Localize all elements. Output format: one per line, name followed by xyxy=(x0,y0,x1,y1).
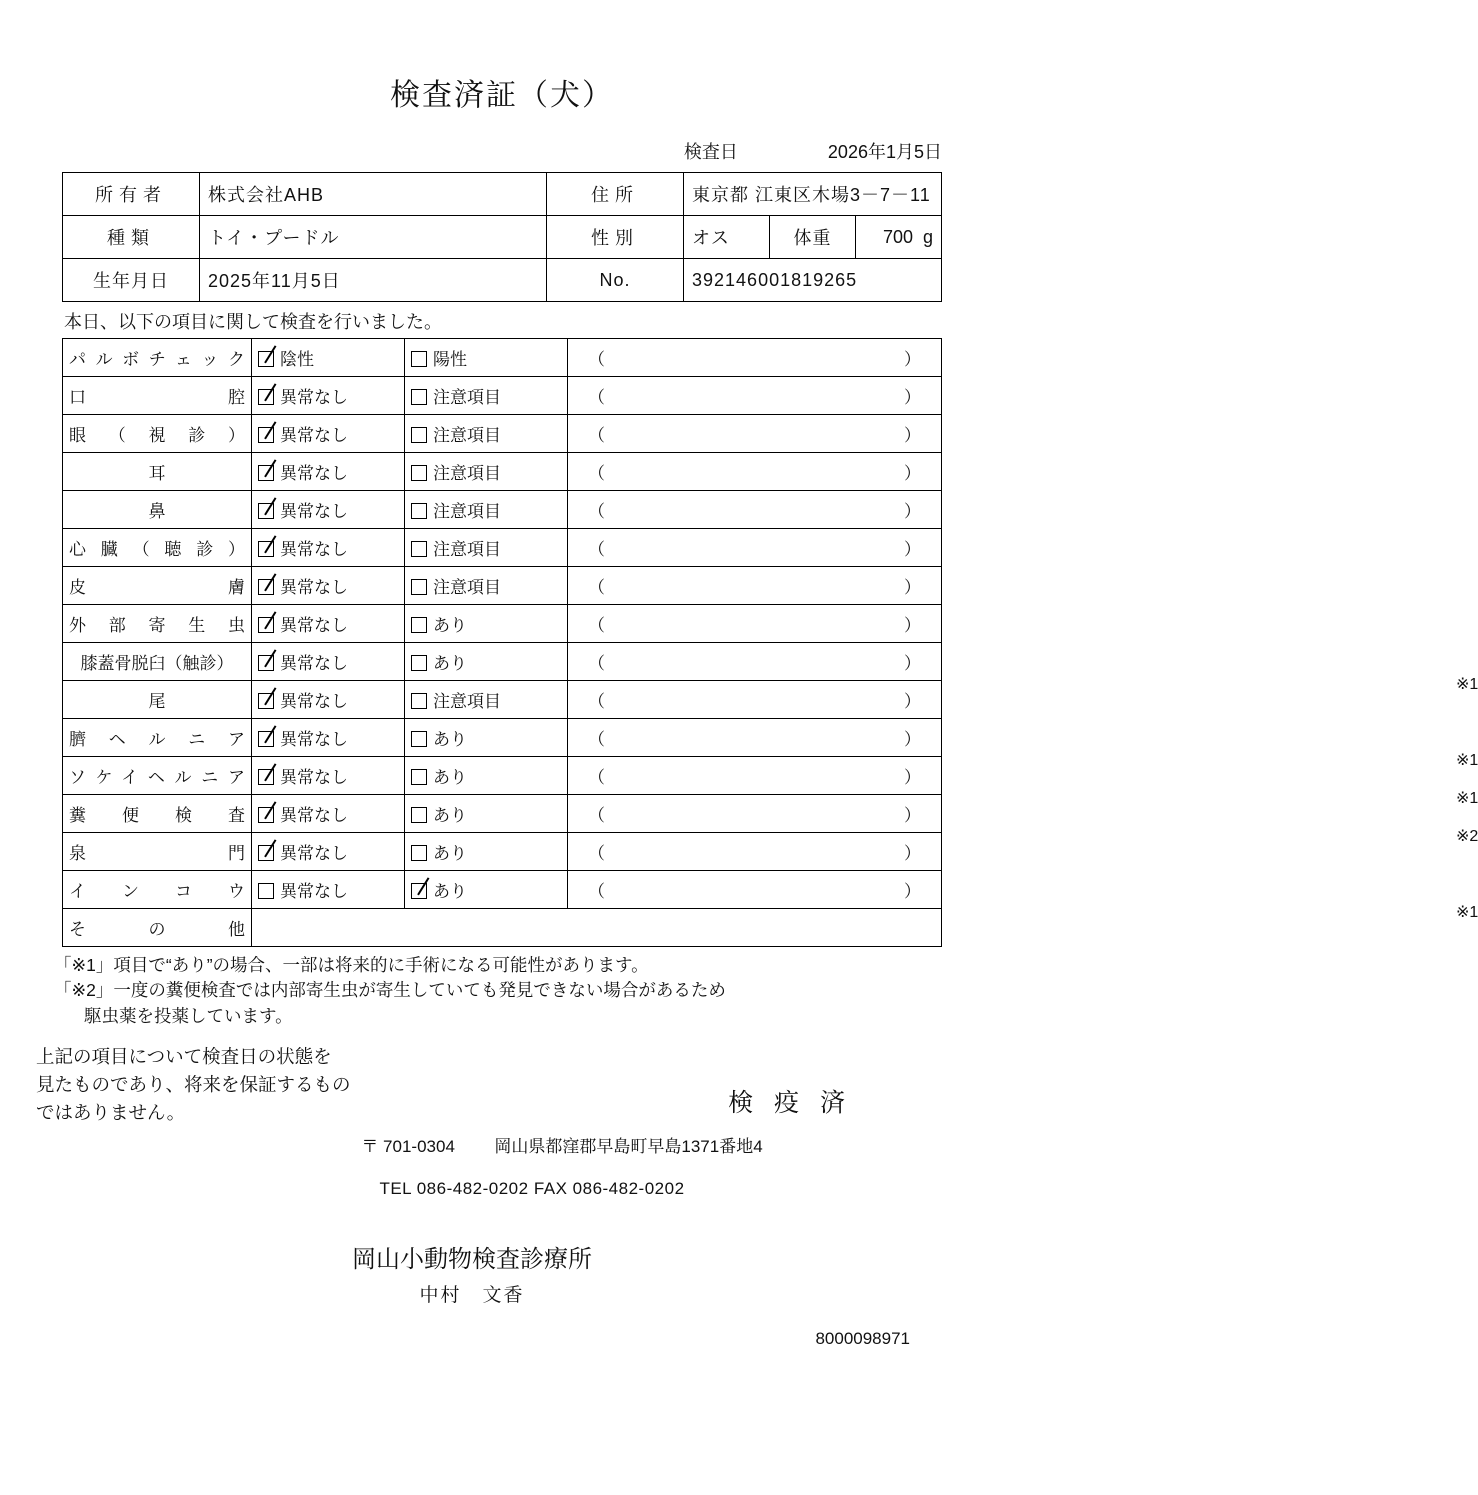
exam-item-footnote-ref: ※1 xyxy=(1456,790,1478,807)
exam-item-label: 外部寄生虫 xyxy=(63,605,252,643)
breed-value: トイ・プードル xyxy=(200,216,547,259)
owner-label: 所有者 xyxy=(63,173,200,216)
exam-item-comment-field[interactable]: （ ） xyxy=(568,605,942,643)
exam-item-option-2[interactable] xyxy=(405,833,568,871)
weight-label: 体重 xyxy=(770,216,856,259)
checkbox-icon[interactable] xyxy=(411,389,427,405)
table-row xyxy=(63,567,942,605)
info-table-wrap xyxy=(62,172,942,302)
weight-value-cell xyxy=(856,216,942,259)
exam-item-option-1[interactable] xyxy=(252,377,405,415)
exam-item-comment-field[interactable]: （ ） xyxy=(568,453,942,491)
exam-item-comment-field[interactable]: （ ） xyxy=(568,415,942,453)
quarantine-stamp: 検 疫 済 xyxy=(728,1089,852,1118)
exam-item-option-1-label: 異常なし xyxy=(280,730,348,749)
table-row xyxy=(63,719,942,757)
checkbox-icon[interactable] xyxy=(258,769,274,785)
checkbox-icon[interactable] xyxy=(411,769,427,785)
footnote-1: 「※1」項目で“あり”の場合、一部は将来的に手術になる可能性があります。 xyxy=(54,955,649,975)
exam-item-option-1-label: 異常なし xyxy=(280,882,348,901)
exam-item-option-1-label: 異常なし xyxy=(280,806,348,825)
table-row xyxy=(63,216,942,259)
exam-item-option-1-label: 異常なし xyxy=(280,654,348,673)
sex-value: オス xyxy=(684,216,770,259)
footnotes xyxy=(50,953,954,1029)
exam-item-option-2-label: 注意項目 xyxy=(433,426,501,445)
disclaimer-line-1: 上記の項目について検査日の状態を xyxy=(36,1046,332,1068)
exam-item-option-1[interactable] xyxy=(252,757,405,795)
disclaimer-line-2: 見たものであり、将来を保証するもの xyxy=(36,1073,351,1095)
checkbox-icon[interactable] xyxy=(258,883,274,899)
table-row xyxy=(63,833,942,871)
table-row xyxy=(63,377,942,415)
birth-value: 2025年11月5日 xyxy=(200,259,547,302)
checkbox-icon[interactable] xyxy=(258,389,274,405)
checkbox-icon[interactable] xyxy=(258,617,274,633)
exam-item-option-2[interactable] xyxy=(405,339,568,377)
exam-item-option-2[interactable] xyxy=(405,491,568,529)
exam-item-option-1[interactable] xyxy=(252,871,405,909)
checkbox-icon[interactable] xyxy=(258,351,274,367)
exam-item-option-1[interactable] xyxy=(252,643,405,681)
table-row xyxy=(63,491,942,529)
exam-item-label: 鼻 xyxy=(63,491,252,529)
exam-item-option-1-label: 異常なし xyxy=(280,426,348,445)
exam-item-label: 臍ヘルニア xyxy=(63,719,252,757)
exam-item-option-2[interactable] xyxy=(405,529,568,567)
certificate-page xyxy=(0,70,1478,1495)
exam-item-blank-cell xyxy=(252,909,942,947)
address-value: 東京都 江東区木場3－7－11 xyxy=(684,173,942,216)
exam-item-option-2-label: あり xyxy=(433,768,467,787)
exam-item-comment-field[interactable]: （ ） ※1 xyxy=(568,757,942,795)
exam-item-label: 口 腔 xyxy=(63,377,252,415)
exam-item-option-1[interactable] xyxy=(252,491,405,529)
exam-item-option-1-label: 異常なし xyxy=(280,768,348,787)
no-label: No. xyxy=(547,259,684,302)
table-row xyxy=(63,605,942,643)
table-row xyxy=(63,795,942,833)
checkbox-icon[interactable] xyxy=(258,465,274,481)
exam-item-label: ソケイヘルニア xyxy=(63,757,252,795)
clinic-postal: 〒 701-0304 xyxy=(361,1137,455,1157)
exam-item-comment-field[interactable]: （ ） xyxy=(568,681,942,719)
weight-unit: g xyxy=(922,226,933,247)
exam-item-footnote-ref: ※1 xyxy=(1456,752,1478,769)
exam-item-label: 泉 門 xyxy=(63,833,252,871)
disclaimer-line-3: ではありません。 xyxy=(36,1101,186,1123)
exam-item-label: 皮 膚 xyxy=(63,567,252,605)
exam-item-label: 膝蓋骨脱臼（触診） xyxy=(63,643,252,681)
checkbox-icon[interactable] xyxy=(411,579,427,595)
exam-item-option-1-label: 異常なし xyxy=(280,540,348,559)
checkbox-icon[interactable] xyxy=(258,807,274,823)
exam-item-comment-field[interactable]: （ ） ※1 xyxy=(568,643,942,681)
exam-item-option-2[interactable] xyxy=(405,757,568,795)
notice-text: 本日、以下の項目に関して検査を行いました。 xyxy=(64,312,442,332)
exam-item-label: 耳 xyxy=(63,453,252,491)
exam-item-option-2-label: あり xyxy=(433,730,467,749)
checkbox-icon[interactable] xyxy=(258,541,274,557)
checkbox-icon[interactable] xyxy=(411,883,427,899)
checkbox-icon[interactable] xyxy=(258,579,274,595)
exam-item-option-1-label: 異常なし xyxy=(280,578,348,597)
exam-item-option-2-label: あり xyxy=(433,882,467,901)
sex-label: 性別 xyxy=(547,216,684,259)
exam-item-label: そ の 他 xyxy=(63,909,252,947)
exam-item-label: 尾 xyxy=(63,681,252,719)
table-row xyxy=(63,173,942,216)
exam-item-label: 心臓（聴診） xyxy=(63,529,252,567)
exam-item-option-2[interactable] xyxy=(405,795,568,833)
exam-item-option-1-label: 異常なし xyxy=(280,502,348,521)
exam-item-option-2[interactable] xyxy=(405,377,568,415)
checkbox-icon[interactable] xyxy=(258,427,274,443)
checkbox-icon[interactable] xyxy=(411,731,427,747)
exam-item-option-2-label: あり xyxy=(433,616,467,635)
exam-item-comment-field[interactable]: （ ） xyxy=(568,567,942,605)
exam-items-table xyxy=(62,338,1478,947)
checkbox-icon[interactable] xyxy=(258,845,274,861)
exam-item-option-2-label: 陽性 xyxy=(433,350,467,369)
exam-item-option-1-label: 異常なし xyxy=(280,388,348,407)
exam-item-comment-field[interactable]: （ ） xyxy=(568,833,942,871)
clinic-address-text: 岡山県都窪郡早島町早島1371番地4 xyxy=(494,1137,763,1157)
checkbox-icon[interactable] xyxy=(258,503,274,519)
clinic-tel: TEL 086-482-0202 FAX 086-482-0202 xyxy=(379,1179,685,1199)
page-title: 検査済証（犬） xyxy=(390,79,614,112)
exam-date-value: 2026年1月5日 xyxy=(827,142,942,162)
checkbox-icon[interactable] xyxy=(411,693,427,709)
checkbox-icon[interactable] xyxy=(258,731,274,747)
checkbox-icon[interactable] xyxy=(411,465,427,481)
checkbox-icon[interactable] xyxy=(411,541,427,557)
table-row xyxy=(63,643,942,681)
exam-item-option-2[interactable] xyxy=(405,567,568,605)
exam-item-option-1[interactable] xyxy=(252,529,405,567)
exam-item-option-1-label: 陰性 xyxy=(280,350,314,369)
breed-label: 種類 xyxy=(63,216,200,259)
address-label: 住所 xyxy=(547,173,684,216)
exam-item-option-2-label: あり xyxy=(433,844,467,863)
exam-item-label: パルボチェック xyxy=(63,339,252,377)
exam-item-footnote-ref: ※1 xyxy=(1456,904,1478,921)
exam-item-label: 糞便検査 xyxy=(63,795,252,833)
checkbox-icon[interactable] xyxy=(411,427,427,443)
exam-item-option-1[interactable] xyxy=(252,833,405,871)
exam-item-option-1[interactable] xyxy=(252,339,405,377)
exam-item-comment-field[interactable]: （ ） ※2 xyxy=(568,795,942,833)
info-table xyxy=(62,172,942,302)
owner-value: 株式会社AHB xyxy=(200,173,547,216)
exam-item-option-2[interactable] xyxy=(405,681,568,719)
exam-item-label: 眼（視診） xyxy=(63,415,252,453)
lower-section xyxy=(32,1043,972,1349)
exam-item-comment-field[interactable]: （ ） xyxy=(568,377,942,415)
exam-item-option-2[interactable] xyxy=(405,871,568,909)
exam-item-option-1-label: 異常なし xyxy=(280,464,348,483)
exam-item-comment-field[interactable]: （ ） ※1 xyxy=(568,871,942,909)
footnote-2: 「※2」一度の糞便検査では内部寄生虫が寄生していても発見できない場合があるため xyxy=(54,980,726,1001)
clinic-name: 岡山小動物検査診療所 xyxy=(352,1246,592,1274)
exam-item-option-2[interactable] xyxy=(405,415,568,453)
table-row xyxy=(63,681,942,719)
no-value: 392146001819265 xyxy=(684,259,942,302)
table-row xyxy=(63,529,942,567)
exam-item-option-1[interactable] xyxy=(252,567,405,605)
checkbox-icon[interactable] xyxy=(411,617,427,633)
exam-item-option-2-label: 注意項目 xyxy=(433,388,501,407)
checkbox-icon[interactable] xyxy=(411,351,427,367)
exam-item-option-2[interactable] xyxy=(405,605,568,643)
checkbox-icon[interactable] xyxy=(411,807,427,823)
table-row xyxy=(63,453,942,491)
exam-item-option-2[interactable] xyxy=(405,453,568,491)
checkbox-icon[interactable] xyxy=(411,655,427,671)
weight-value: 700 xyxy=(882,226,913,247)
veterinarian-name: 中村 文香 xyxy=(419,1285,525,1307)
exam-item-option-2-label: 注意項目 xyxy=(433,692,501,711)
exam-item-option-1[interactable] xyxy=(252,719,405,757)
checkbox-icon[interactable] xyxy=(411,503,427,519)
table-row xyxy=(63,259,942,302)
exam-item-option-2-label: 注意項目 xyxy=(433,578,501,597)
exam-item-footnote-ref: ※1 xyxy=(1456,676,1478,693)
exam-item-option-2[interactable] xyxy=(405,719,568,757)
exam-item-option-1[interactable] xyxy=(252,681,405,719)
checkbox-icon[interactable] xyxy=(258,693,274,709)
exam-date-label: 検査日 xyxy=(683,142,738,162)
exam-date-row xyxy=(0,138,1004,164)
exam-item-comment-field[interactable]: （ ） xyxy=(568,491,942,529)
exam-item-option-1-label: 異常なし xyxy=(280,844,348,863)
exam-item-comment-field[interactable]: （ ） xyxy=(568,529,942,567)
exam-item-option-1[interactable] xyxy=(252,415,405,453)
checkbox-icon[interactable] xyxy=(258,655,274,671)
exam-item-option-2-label: 注意項目 xyxy=(433,464,501,483)
exam-item-option-2-label: あり xyxy=(433,806,467,825)
exam-item-option-1[interactable] xyxy=(252,795,405,833)
footnote-3: 駆虫薬を投薬しています。 xyxy=(84,1005,293,1026)
exam-item-label: インコウ xyxy=(63,871,252,909)
exam-item-option-2-label: 注意項目 xyxy=(433,540,501,559)
birth-label: 生年月日 xyxy=(63,259,200,302)
checkbox-icon[interactable] xyxy=(411,845,427,861)
exam-item-option-1[interactable] xyxy=(252,605,405,643)
serial-number: 8000098971 xyxy=(815,1329,910,1349)
table-row xyxy=(63,339,942,377)
exam-item-option-2[interactable] xyxy=(405,643,568,681)
exam-item-comment-field[interactable]: （ ） xyxy=(568,339,942,377)
exam-item-option-2-label: 注意項目 xyxy=(433,502,501,521)
table-row xyxy=(63,909,942,947)
exam-item-option-1-label: 異常なし xyxy=(280,616,348,635)
exam-item-option-1[interactable] xyxy=(252,453,405,491)
exam-item-comment-field[interactable]: （ ） ※1 xyxy=(568,719,942,757)
clinic-address xyxy=(32,1132,972,1157)
exam-item-footnote-ref: ※2 xyxy=(1456,828,1478,845)
exam-item-option-1-label: 異常なし xyxy=(280,692,348,711)
table-row xyxy=(63,871,942,909)
table-row xyxy=(63,757,942,795)
table-row xyxy=(63,415,942,453)
exam-item-option-2-label: あり xyxy=(433,654,467,673)
